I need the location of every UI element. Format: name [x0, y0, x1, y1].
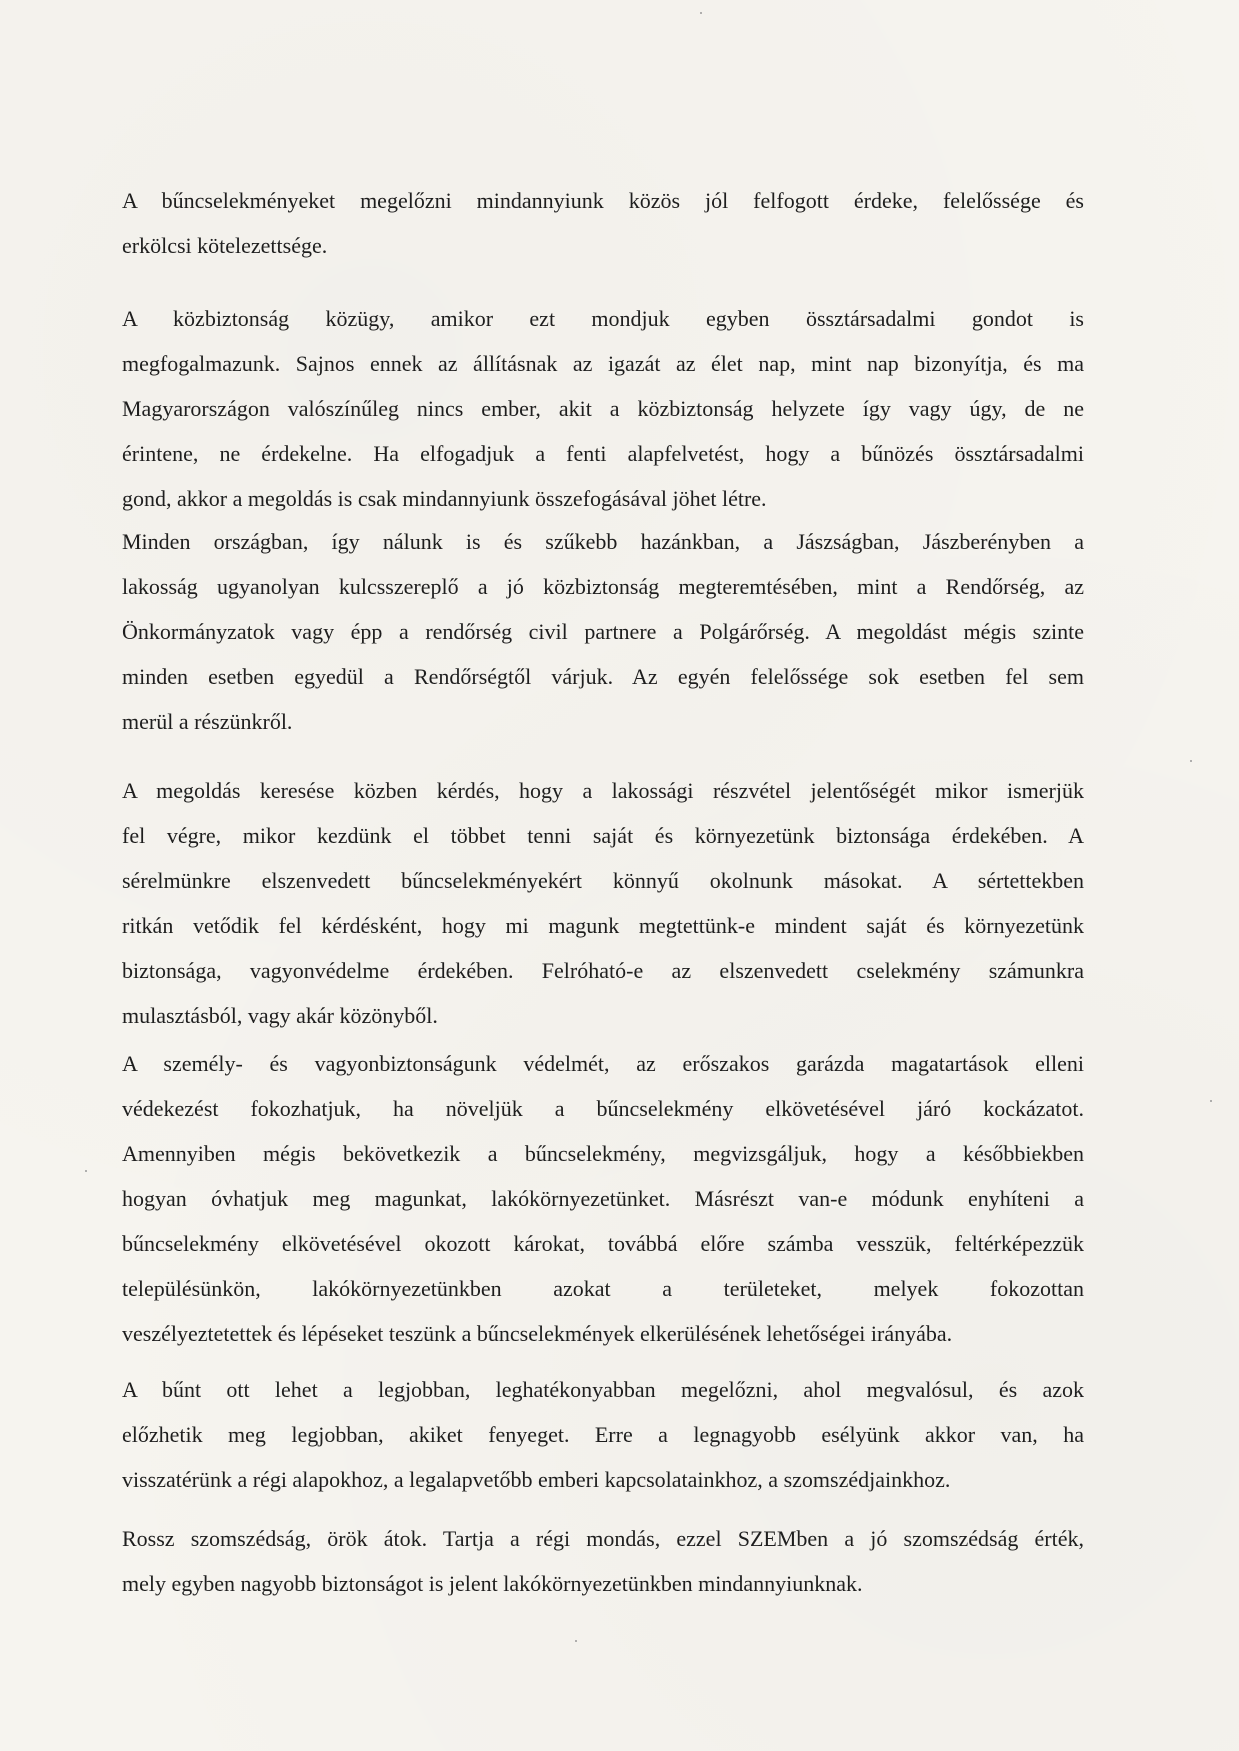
scan-speck — [85, 1170, 87, 1172]
paragraph — [122, 519, 1084, 744]
text-line: biztonsága, vagyonvédelme érdekében. Felróható-e az elszenvedett cselekmény számunkra — [122, 958, 1084, 983]
text-line: A bűncselekményeket megelőzni mindannyiunk közös jól felfogott érdeke, felelőssége és — [122, 188, 1084, 213]
paragraph — [122, 296, 1084, 521]
text-line: visszatérünk a régi alapokhoz, a legalapvetőbb emberi kapcsolatainkhoz, a szomszédjainkhoz. — [122, 1467, 951, 1492]
text-line: Amennyiben mégis bekövetkezik a bűncselekmény, megvizsgáljuk, hogy a későbbiekben — [122, 1141, 1084, 1166]
text-line: A közbiztonság közügy, amikor ezt mondjuk egyben össztársadalmi gondot is — [122, 306, 1084, 331]
scan-speck — [1190, 760, 1192, 762]
text-line: Önkormányzatok vagy épp a rendőrség civil partnere a Polgárőrség. A megoldást mégis szinte — [122, 619, 1084, 644]
text-line: A bűnt ott lehet a legjobban, leghatékonyabban megelőzni, ahol megvalósul, és azok — [122, 1377, 1084, 1402]
paragraph — [122, 1516, 1084, 1606]
text-line: fel végre, mikor kezdünk el többet tenni saját és környezetünk biztonsága érdekében. A — [122, 823, 1084, 848]
text-line: gond, akkor a megoldás is csak mindannyiunk összefogásával jöhet létre. — [122, 486, 767, 511]
paragraph — [122, 768, 1084, 1038]
text-line: érintene, ne érdekelne. Ha elfogadjuk a fenti alapfelvetést, hogy a bűnözés össztársadalmi — [122, 441, 1084, 466]
text-line: előzhetik meg legjobban, akiket fenyeget. Erre a legnagyobb esélyünk akkor van, ha — [122, 1422, 1084, 1447]
text-line: veszélyeztetettek és lépéseket teszünk a bűncselekmények elkerülésének lehetőségei irányába. — [122, 1321, 953, 1346]
scan-speck — [1210, 1100, 1212, 1102]
text-line: ritkán vetődik fel kérdésként, hogy mi magunk megtettünk-e mindent saját és környezetünk — [122, 913, 1084, 938]
text-line: A személy- és vagyonbiztonságunk védelmét, az erőszakos garázda magatartások elleni — [122, 1051, 1084, 1076]
text-line: Minden országban, így nálunk is és szűkebb hazánkban, a Jászságban, Jászberényben a — [122, 529, 1084, 554]
scan-speck — [575, 1640, 577, 1642]
text-line: megfogalmazunk. Sajnos ennek az állításnak az igazát az élet nap, mint nap bizonyítja, és ma — [122, 351, 1084, 376]
text-line: minden esetben egyedül a Rendőrségtől várjuk. Az egyén felelőssége sok esetben fel sem — [122, 664, 1084, 689]
text-line: Magyarországon valószínűleg nincs ember, akit a közbiztonság helyzete így vagy úgy, de ne — [122, 396, 1084, 421]
paragraph — [122, 178, 1084, 268]
paragraph — [122, 1041, 1084, 1356]
text-line: hogyan óvhatjuk meg magunkat, lakókörnyezetünket. Másrészt van-e módunk enyhíteni a — [122, 1186, 1084, 1211]
text-line: merül a részünkről. — [122, 709, 293, 734]
text-line: védekezést fokozhatjuk, ha növeljük a bűncselekmény elkövetésével járó kockázatot. — [122, 1096, 1084, 1121]
text-line: bűncselekmény elkövetésével okozott károkat, továbbá előre számba vesszük, feltérképezzük — [122, 1231, 1084, 1256]
text-line: településünkön, lakókörnyezetünkben azokat a területeket, melyek fokozottan — [122, 1276, 1084, 1301]
scan-speck — [700, 12, 702, 14]
text-line: Rossz szomszédság, örök átok. Tartja a régi mondás, ezzel SZEMben a jó szomszédság érték, — [122, 1526, 1084, 1551]
text-line: sérelmünkre elszenvedett bűncselekményekért könnyű okolnunk másokat. A sértettekben — [122, 868, 1084, 893]
text-line: mely egyben nagyobb biztonságot is jelent lakókörnyezetünkben mindannyiunknak. — [122, 1571, 863, 1596]
text-line: A megoldás keresése közben kérdés, hogy a lakossági részvétel jelentőségét mikor ismerjük — [122, 778, 1084, 803]
text-line: lakosság ugyanolyan kulcsszereplő a jó közbiztonság megteremtésében, mint a Rendőrség, az — [122, 574, 1084, 599]
text-line: mulasztásból, vagy akár közönyből. — [122, 1003, 438, 1028]
paragraph — [122, 1367, 1084, 1502]
text-line: erkölcsi kötelezettsége. — [122, 233, 328, 258]
